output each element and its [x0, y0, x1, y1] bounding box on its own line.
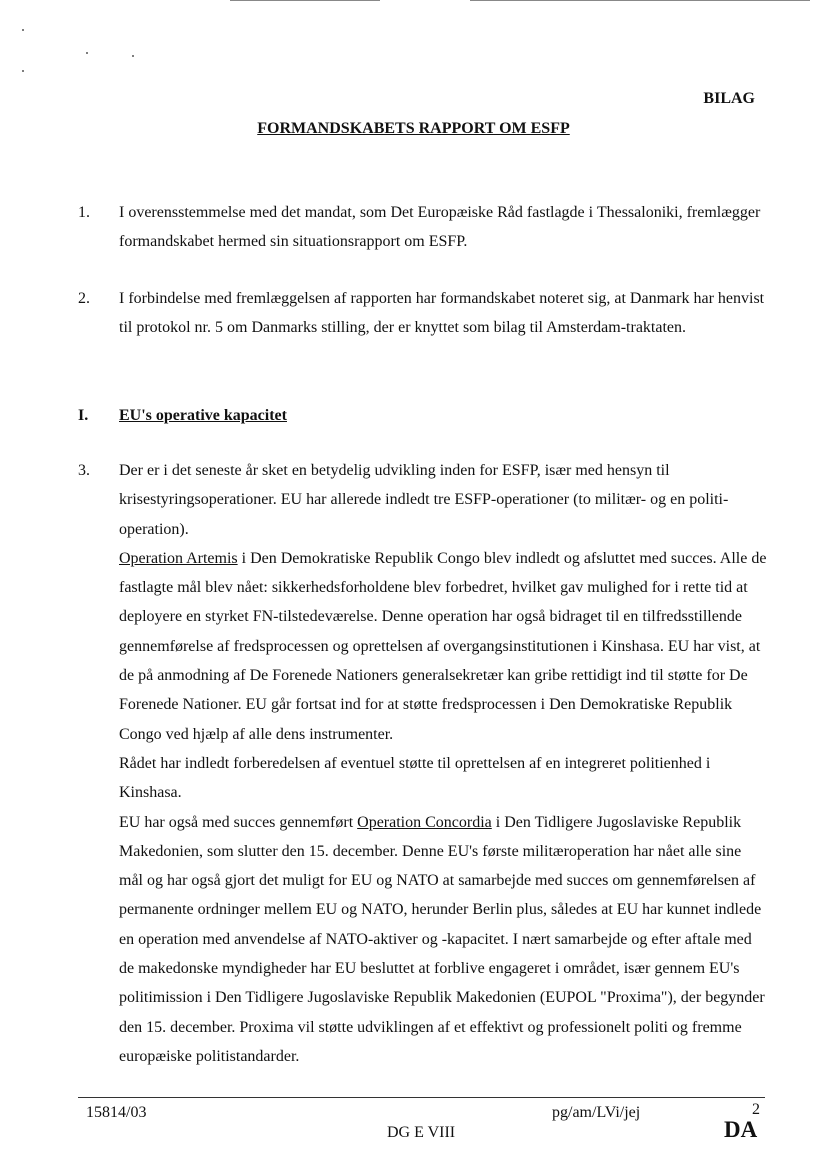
operation-concordia-link: Operation Concordia	[357, 813, 492, 831]
scan-speck	[22, 29, 24, 31]
paragraph-number: 2.	[78, 290, 90, 307]
directorate: DG E VIII	[387, 1124, 456, 1141]
scan-edge-line	[470, 0, 810, 1]
scan-speck	[86, 52, 88, 54]
author-initials: pg/am/LVi/jej	[552, 1104, 641, 1121]
paragraph-number: 1.	[78, 204, 90, 221]
scan-speck	[132, 55, 134, 57]
concordia-text: i Den Tidligere Jugoslaviske Republik Makedonien, som slutter den 15. december. Denne EU's første militæroperation har nået alle sine mål og har også gjort det muligt for EU og NATO at samarbejde med succes om gennemførelsen af permanente ordninger mellem EU og NATO, herunder Berlin plus, således at EU har kunnet indlede en operation med anvendelse af NATO-aktiver og -kapacitet. I nært samarbejde og efter aftale med de makedonske myndigheder har EU besluttet at forblive engageret i området, især gennem EU's politimission i Den Tidligere Jugoslaviske Republik Makedonien (EUPOL "Proxima"), der begynder den 15. december. Proxima vil støtte udviklingen af et effektivt og professionelt politi og fremme europæiske politistandarder.	[119, 813, 765, 1065]
document-title: FORMANDSKABETS RAPPORT OM ESFP	[257, 120, 570, 137]
operation-artemis-link: Operation Artemis	[119, 549, 238, 567]
document-number: 15814/03	[86, 1104, 147, 1121]
paragraph-3-intro: Der er i det seneste år sket en betydelig udvikling inden for ESFP, især med hensyn til krisestyringsoperationer. EU har allerede indledt tre ESFP-operationer (to militær- og en politi-operation).	[119, 462, 729, 538]
paragraph-2: I forbindelse med fremlæggelsen af rapporten har formandskabet noteret sig, at Danmark har henvist til protokol nr. 5 om Danmarks stilling, der er knyttet som bilag til Amsterdam-traktaten.	[119, 290, 765, 337]
artemis-text: i Den Demokratiske Republik Congo blev indledt og afsluttet med succes. Alle de fastlagte mål blev nået: sikkerhedsforholdene blev forbedret, hvilket gav mulighed for i rette tid at deployere en styrket FN-tilstedeværelse. Denne operation har også bidraget til en tilfredsstillende gennemførelse af fredsprocessen og oprettelsen af overgangsinstitutionen i Kinshasa. EU har vist, at de på anmodning af De Forenede Nationers generalsekretær kan gribe rettidigt ind til støtte for De Forenede Nationer. EU går fortsat ind for at støtte fredsprocessen i Den Demokratiske Republik Congo ved hjælp af alle dens instrumenter.	[119, 549, 767, 743]
paragraph-3-council: Rådet har indledt forberedelsen af eventuel støtte til oprettelsen af en integreret politienhed i Kinshasa.	[119, 754, 711, 802]
paragraph-3-artemis	[119, 544, 769, 749]
paragraph-3-concordia	[119, 808, 769, 1072]
scan-edge-line	[230, 0, 380, 1]
language-code: DA	[724, 1117, 758, 1142]
annex-label: BILAG	[703, 90, 755, 107]
page-number: 2	[752, 1101, 760, 1118]
paragraph-3	[119, 456, 769, 1071]
section-heading	[78, 407, 287, 425]
concordia-lead: EU har også med succes gennemført	[119, 813, 358, 831]
footer-rule	[78, 1097, 765, 1098]
paragraph-number: 3.	[78, 462, 90, 479]
section-number: I.	[78, 407, 89, 424]
scan-speck	[22, 70, 24, 72]
section-title: EU's operative kapacitet	[119, 407, 287, 424]
paragraph-1: I overensstemmelse med det mandat, som Det Europæiske Råd fastlagde i Thessaloniki, fremlægger formandskabet hermed sin situationsrapport om ESFP.	[119, 204, 761, 251]
